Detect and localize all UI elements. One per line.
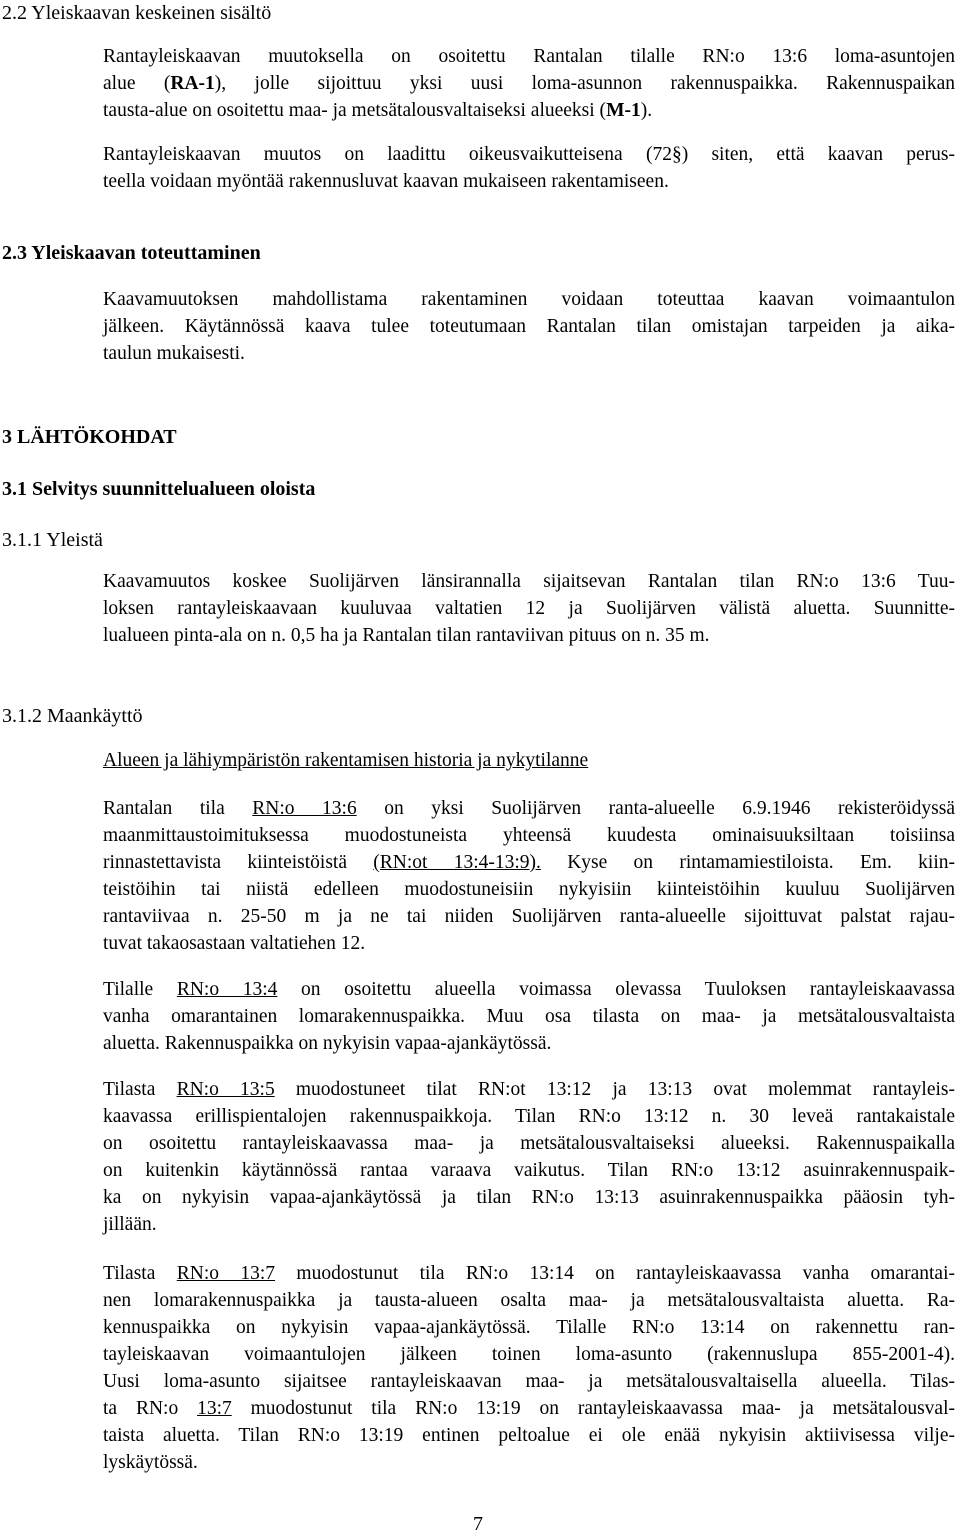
- text-line: Kaavamuutos koskee Suolijärven länsirannalla sijaitsevan Rantalan tilan RN:o 13:6 Tuu-: [103, 571, 955, 592]
- text-span: rinnastettavista kiinteistöistä: [103, 852, 374, 873]
- text-line: on osoitettu rantayleiskaavassa maa- ja metsätalousvaltaiseksi alueeksi. Rakennuspaikalla: [103, 1133, 955, 1154]
- text-line: kennuspaikka on nykyisin vapaa-ajankäytössä. Tilalle RN:o 13:14 on rakennettu ran-: [103, 1317, 955, 1338]
- text-span: ).: [640, 100, 653, 121]
- section-heading-3-1-2: 3.1.2 Maankäyttö: [2, 705, 143, 727]
- text-span: on osoitettu alueella voimassa olevassa Tuuloksen rantayleiskaavassa: [277, 979, 955, 1000]
- text-span: ), jolle sijoittuu yksi uusi loma-asunnon rakennuspaikka. Rakennuspaikan: [214, 73, 955, 94]
- text-line: [103, 1395, 955, 1422]
- text-span: Rantalan tila: [103, 798, 253, 819]
- text-line: [103, 849, 955, 876]
- text-line: [103, 97, 955, 124]
- paragraph-2-2-1: [103, 43, 955, 124]
- property-ref: 13:7: [197, 1398, 232, 1419]
- text-span: muodostunut tila RN:o 13:19 on rantayleiskaavassa maa- ja metsätalousval-: [231, 1398, 955, 1419]
- text-line: Kaavamuutoksen mahdollistama rakentaminen voidaan toteuttaa kaavan voimaantulon: [103, 289, 955, 310]
- text-line: vanha omarantainen lomarakennuspaikka. Muu osa tilasta on maa- ja metsätalousvaltaista: [103, 1006, 955, 1027]
- text-line: [103, 1260, 955, 1287]
- section-heading-3-1-1: 3.1.1 Yleistä: [2, 529, 103, 551]
- text-line: maanmittaustoimituksessa muodostuneista yhteensä kuudesta ominaisuuksiltaan toisiinsa: [103, 825, 955, 846]
- text-line: jälkeen. Käytännössä kaava tulee toteutumaan Rantalan tilan omistajan tarpeiden ja aika-: [103, 316, 955, 337]
- property-ref: RN:o 13:5: [176, 1079, 275, 1100]
- text-span: muodostuneet tilat RN:ot 13:12 ja 13:13 ovat molemmat rantayleis-: [274, 1079, 955, 1100]
- text-line: Uusi loma-asunto sijaitsee rantayleiskaavan maa- ja metsätalousvaltaisella alueella. Tilas-: [103, 1371, 955, 1392]
- property-ref: RN:o 13:7: [176, 1263, 276, 1284]
- text-line: tuvat takaosastaan valtatiehen 12.: [103, 933, 366, 954]
- paragraph-2-2-2: [103, 141, 955, 195]
- text-span: Tilasta: [103, 1263, 177, 1284]
- text-line: aluetta. Rakennuspaikka on nykyisin vapaa-ajankäytössä.: [103, 1033, 552, 1054]
- underlined-subheading: Alueen ja lähiympäristön rakentamisen historia ja nykytilanne: [103, 750, 589, 771]
- text-line: taulun mukaisesti.: [103, 343, 245, 364]
- text-line: rantaviivaa n. 25-50 m ja ne tai niiden Suolijärven ranta-alueelle sijoittuvat palstat rajau-: [103, 906, 955, 927]
- text-line: Rantayleiskaavan muutoksella on osoitettu Rantalan tilalle RN:o 13:6 loma-asuntojen: [103, 46, 955, 67]
- text-line: [103, 795, 955, 822]
- text-line: on kuitenkin käytännössä rantaa varaava vaikutus. Tilan RN:o 13:12 asuinrakennuspaik-: [103, 1160, 955, 1181]
- text-line: teella voidaan myöntää rakennusluvat kaavan mukaiseen rakentamiseen.: [103, 171, 669, 192]
- property-ref: RN:o 13:6: [252, 798, 357, 819]
- text-line: [103, 976, 955, 1003]
- paragraph-3-1-2-2: [103, 976, 955, 1057]
- section-heading-2-2: 2.2 Yleiskaavan keskeinen sisältö: [2, 2, 272, 24]
- property-ref: (RN:ot 13:4-13:9).: [373, 852, 541, 873]
- zone-code-m1: M-1: [606, 100, 641, 121]
- text-span: Tilasta: [103, 1079, 177, 1100]
- subheading-history: [103, 747, 955, 774]
- text-line: Rantayleiskaavan muutos on laadittu oikeusvaikutteisena (72§) siten, että kaavan perus-: [103, 144, 955, 165]
- page-number: 7: [473, 1513, 483, 1535]
- text-span: muodostunut tila RN:o 13:14 on rantayleiskaavassa vanha omarantai-: [275, 1263, 955, 1284]
- text-span: tausta-alue on osoitettu maa- ja metsätalousvaltaiseksi alueeksi (: [103, 100, 607, 121]
- text-line: teistöihin tai niistä edelleen muodostuneisiin nykyisiin kiinteistöihin kuuluu Suolijärven: [103, 879, 955, 900]
- paragraph-2-3-1: [103, 286, 955, 367]
- text-line: nen lomarakennuspaikka ja tausta-alueen osalta maa- ja metsätalousvaltaista aluetta. Ra-: [103, 1290, 955, 1311]
- text-line: [103, 70, 955, 97]
- text-line: tayleiskaavan voimaantulojen jälkeen toinen loma-asunto (rakennuslupa 855-2001-4).: [103, 1344, 955, 1365]
- chapter-heading-3: 3 LÄHTÖKOHDAT: [2, 426, 177, 448]
- text-line: lualueen pinta-ala on n. 0,5 ha ja Rantalan tilan rantaviivan pituus on n. 35 m.: [103, 625, 710, 646]
- property-ref: RN:o 13:4: [176, 979, 278, 1000]
- text-span: on yksi Suolijärven ranta-alueelle 6.9.1946 rekisteröidyssä: [356, 798, 956, 819]
- text-line: taista aluetta. Tilan RN:o 13:19 entinen peltoalue ei ole enää nykyisin aktiivisessa vilje-: [103, 1425, 955, 1446]
- section-heading-2-3: 2.3 Yleiskaavan toteuttaminen: [2, 242, 261, 264]
- paragraph-3-1-2-1: [103, 795, 955, 957]
- text-line: jillään.: [103, 1214, 157, 1235]
- text-span: ta RN:o: [103, 1398, 198, 1419]
- paragraph-3-1-1-1: [103, 568, 955, 649]
- paragraph-3-1-2-4: [103, 1260, 955, 1476]
- text-line: lyskäytössä.: [103, 1452, 198, 1473]
- section-heading-3-1: 3.1 Selvitys suunnittelualueen oloista: [2, 478, 316, 500]
- paragraph-3-1-2-3: [103, 1076, 955, 1238]
- text-line: [103, 1076, 955, 1103]
- text-span: Kyse on rintamamiestiloista. Em. kiin-: [540, 852, 956, 873]
- text-line: kaavassa erillispientalojen rakennuspaikkoja. Tilan RN:o 13:12 n. 30 leveä rantakaistale: [103, 1106, 955, 1127]
- text-span: alue (: [103, 73, 171, 94]
- text-line: ka on nykyisin vapaa-ajankäytössä ja tilan RN:o 13:13 asuinrakennuspaikka pääosin tyh-: [103, 1187, 955, 1208]
- text-line: loksen rantayleiskaavaan kuuluvaa valtatien 12 ja Suolijärven välistä aluetta. Suunnitte-: [103, 598, 955, 619]
- zone-code-ra1: RA-1: [170, 73, 215, 94]
- text-span: Tilalle: [103, 979, 177, 1000]
